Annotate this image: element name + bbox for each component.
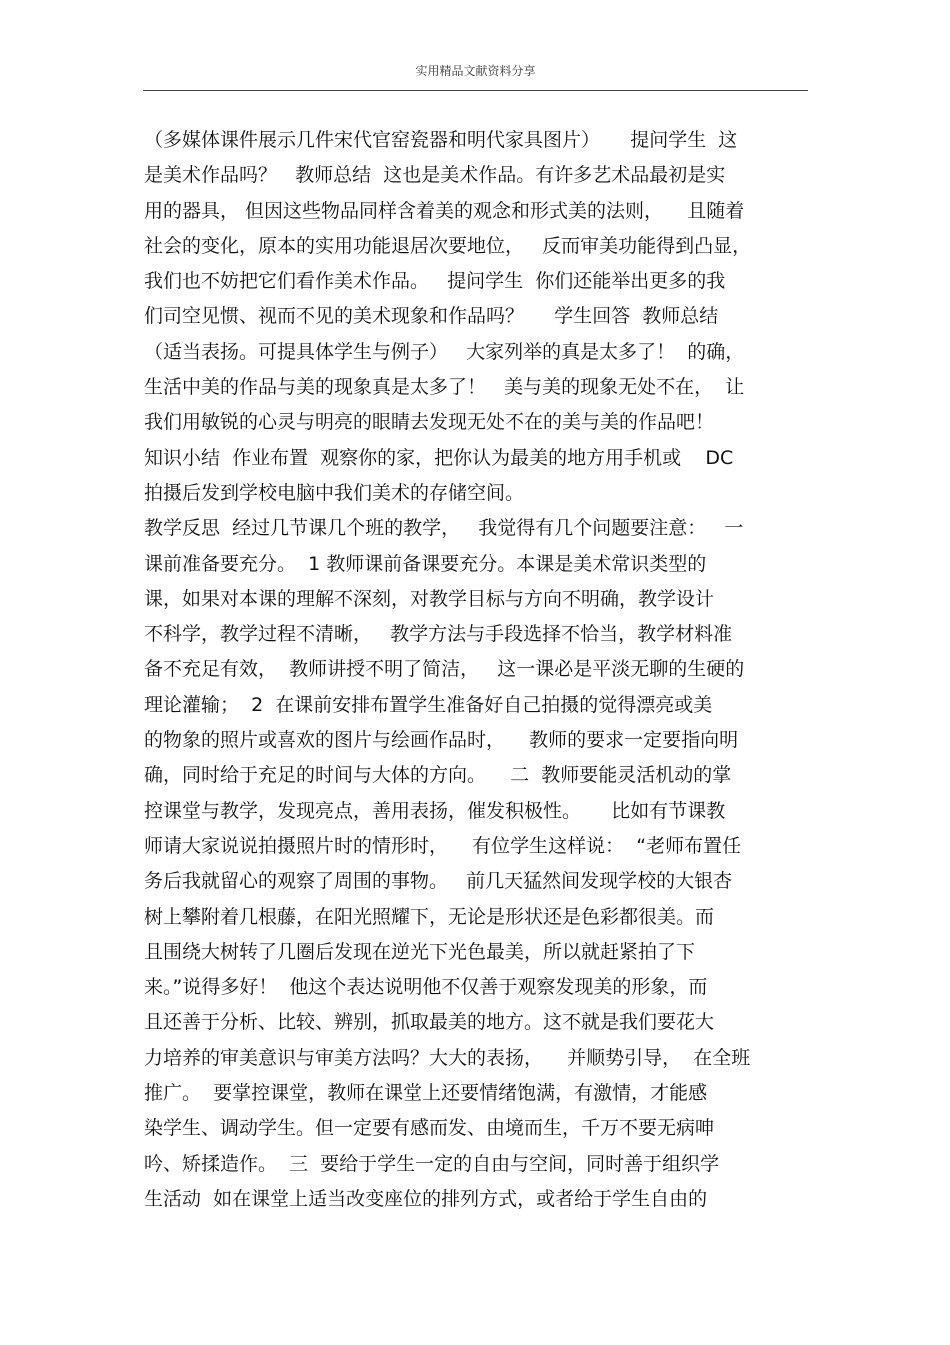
text-line: 力培养的审美意识与审美方法吗？大大的表扬， 并顺势引导， 在全班 [144,1046,751,1069]
text-line: 课，如果对本课的理解不深刻，对教学目标与方向不明确，教学设计 [144,587,715,610]
text-line: 且围绕大树转了几圈后发现在逆光下光色最美，所以就赶紧拍了下 [144,940,696,963]
page-header: 实用精品文献资料分享 [415,64,536,78]
text-line: 课前准备要充分。 1 教师课前备课要充分。本课是美术常识类型的 [144,552,707,575]
text-line: 师请大家说说拍摄照片时的情形时， 有位学生这样说： “老师布置任 [144,834,742,857]
header-divider [143,90,808,91]
text-line: 来。”说得多好！ 他这个表达说明他不仅善于观察发现美的形象，而 [144,976,708,999]
text-line: 吟、矫揉造作。 三 要给于学生一定的自由与空间，同时善于组织学 [144,1152,720,1175]
text-line: 们司空见惯、视而不见的美术现象和作品吗？ 学生回答 教师总结 [144,305,719,328]
text-line: 拍摄后发到学校电脑中我们美术的存储空间。 [144,481,525,504]
text-line: 不科学，教学过程不清晰， 教学方法与手段选择不恰当，教学材料准 [144,623,733,646]
text-line: 生活中美的作品与美的现象真是太多了！ 美与美的现象无处不在， 让 [144,376,745,399]
text-line: 备不充足有效， 教师讲授不明了简洁， 这一课必是平淡无聊的生硬的 [144,658,745,681]
text-line: 理论灌输； 2 在课前安排布置学生准备好自己拍摄的觉得漂亮或美 [144,693,713,716]
text-line: 社会的变化，原本的实用功能退居次要地位， 反而审美功能得到凸显， [144,234,752,257]
text-line: 且还善于分析、比较、辨别，抓取最美的地方。这不就是我们要花大 [144,1011,715,1034]
text-line: 务后我就留心的观察了周围的事物。 前几天猛然间发现学校的大银杏 [144,870,733,893]
text-line: 用的器具， 但因这些物品同样含着美的观念和形式美的法则， 且随着 [144,199,745,222]
text-line: 树上攀附着几根藤，在阳光照耀下，无论是形状还是色彩都很美。而 [144,905,715,928]
text-line: 的物象的照片或喜欢的图片与绘画作品时， 教师的要求一定要指向明 [144,729,739,752]
document-body [144,123,814,1217]
text-line: 确，同时给于充足的时间与大体的方向。 二 教师要能灵活机动的掌 [144,764,732,787]
text-line: 生活动 如在课堂上适当改变座位的排列方式，或者给于学生自由的 [144,1187,708,1210]
text-line: 是美术作品吗？ 教师总结 这也是美术作品。有许多艺术品最初是实 [144,164,726,187]
text-line: 我们用敏锐的心灵与明亮的眼睛去发现无处不在的美与美的作品吧！ [144,411,715,434]
text-line: 我们也不妨把它们看作美术作品。 提问学生 你们还能举出更多的我 [144,270,726,293]
text-line: （适当表扬。可提具体学生与例子） 大家列举的真是太多了！ 的确， [144,340,745,363]
text-line: 知识小结 作业布置 观察你的家，把你认为最美的地方用手机或 DC [144,446,734,469]
text-line: 控课堂与教学，发现亮点，善用表扬，催发积极性。 比如有节课教 [144,799,726,822]
text-line: 推广。 要掌控课堂，教师在课堂上还要情绪饱满，有激情，才能感 [144,1082,708,1105]
text-line: （多媒体课件展示几件宋代官窑瓷器和明代家具图片） 提问学生 这 [144,129,738,151]
text-line: 染学生、调动学生。但一定要有感而发、由境而生，千万不要无病呻 [144,1117,715,1140]
text-line: 教学反思 经过几节课几个班的教学， 我觉得有几个问题要注意： 一 [144,517,744,540]
